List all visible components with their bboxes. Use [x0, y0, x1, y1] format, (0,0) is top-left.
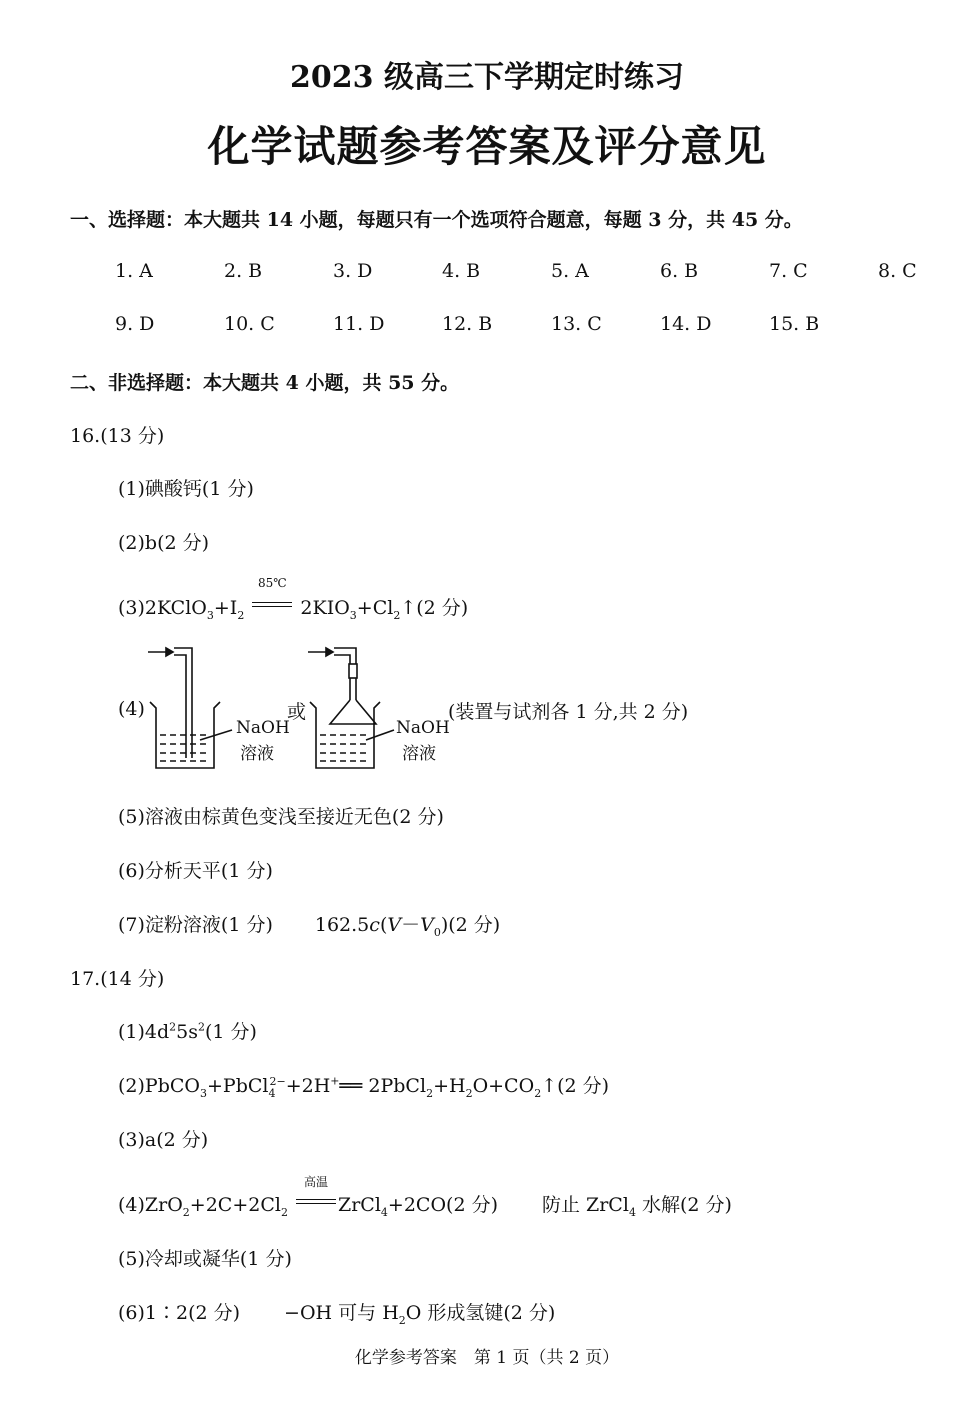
q16-part4-label: (4) [118, 698, 145, 720]
q16-title: 16.(13 分) [70, 425, 165, 447]
page-footer: 化学参考答案 第 1 页（共 2 页） [354, 1348, 620, 1368]
q17-part4: $(4)ZrO_2+2C+2Cl_2$ 高温 ZrCl$_4$+2CO(2 分) 防止 ZrCl$_4$ 水解(2 分) [118, 1175, 732, 1219]
q16-part4-note: (装置与试剂各 1 分,共 2 分) [448, 701, 689, 723]
beaker-apparatus-1 [140, 640, 250, 772]
q17-part6: (6)1∶2(2 分) −OH 可与 $H_2O$ 形成氢键(2 分) [118, 1302, 556, 1327]
answer-item: 1. A [115, 260, 153, 282]
q16-part2: (2)b(2 分) [118, 532, 210, 554]
answer-item: 14. D [660, 313, 712, 335]
q16-part1: (1)碘酸钙(1 分) [118, 478, 254, 500]
naoh-label-2: NaOH [396, 718, 450, 738]
answer-item: 15. B [769, 313, 820, 335]
q16-part5: (5)溶液由棕黄色变浅至接近无色(2 分) [118, 806, 444, 828]
answer-item: 2. B [224, 260, 263, 282]
q17-title: 17.(14 分) [70, 968, 165, 990]
q17-part5: (5)冷却或凝华(1 分) [118, 1248, 292, 1270]
q17-part2-equation: (2)PbCO$_3$+PbCl$_4^{2-}$+2H+══ $2PbCl_2+H_2O+CO_2↑(2$ 分) [118, 1074, 610, 1100]
answer-item: 5. A [551, 260, 589, 282]
section1-heading: 一、选择题：本大题共 14 小题，每题只有一个选项符合题意，每题 3 分，共 45 分。 [70, 209, 803, 231]
answer-item: 7. C [769, 260, 808, 282]
q16-part7: (7)淀粉溶液(1 分) $162.5c(V-V_0)(2$ 分) [118, 914, 501, 939]
answer-item: 3. D [333, 260, 373, 282]
answer-item: 12. B [442, 313, 493, 335]
naoh-label-1: NaOH [236, 718, 290, 738]
section2-heading: 二、非选择题：本大题共 4 小题，共 55 分。 [70, 372, 460, 394]
reaction-condition: 高温 [303, 1175, 328, 1189]
answer-item: 13. C [551, 313, 602, 335]
q17-part1: $(1)4d^25s^2(1$ 分) [118, 1020, 257, 1043]
q16-part3-equation: $(3)2KClO_3+I_2$ 85℃ $2KIO_3+Cl_2↑(2$ 分) [118, 576, 469, 622]
answer-item: 10. C [224, 313, 275, 335]
q16-part6: (6)分析天平(1 分) [118, 860, 273, 882]
answer-item: 6. B [660, 260, 699, 282]
answer-item: 9. D [115, 313, 155, 335]
exam-title-line1: 2023 级高三下学期定时练习 [290, 60, 684, 95]
solution-label-1: 溶液 [240, 744, 274, 764]
q17-part3: (3)a(2 分) [118, 1129, 209, 1151]
answer-item: 4. B [442, 260, 481, 282]
answer-item: 11. D [333, 313, 385, 335]
exam-title-line2: 化学试题参考答案及评分意见 [207, 122, 767, 171]
beaker-apparatus-2-funnel [300, 640, 410, 772]
or-text: 或 [287, 701, 307, 723]
answer-item: 8. C [878, 260, 917, 282]
solution-label-2: 溶液 [402, 744, 436, 764]
reaction-condition: 85℃ [258, 576, 287, 590]
